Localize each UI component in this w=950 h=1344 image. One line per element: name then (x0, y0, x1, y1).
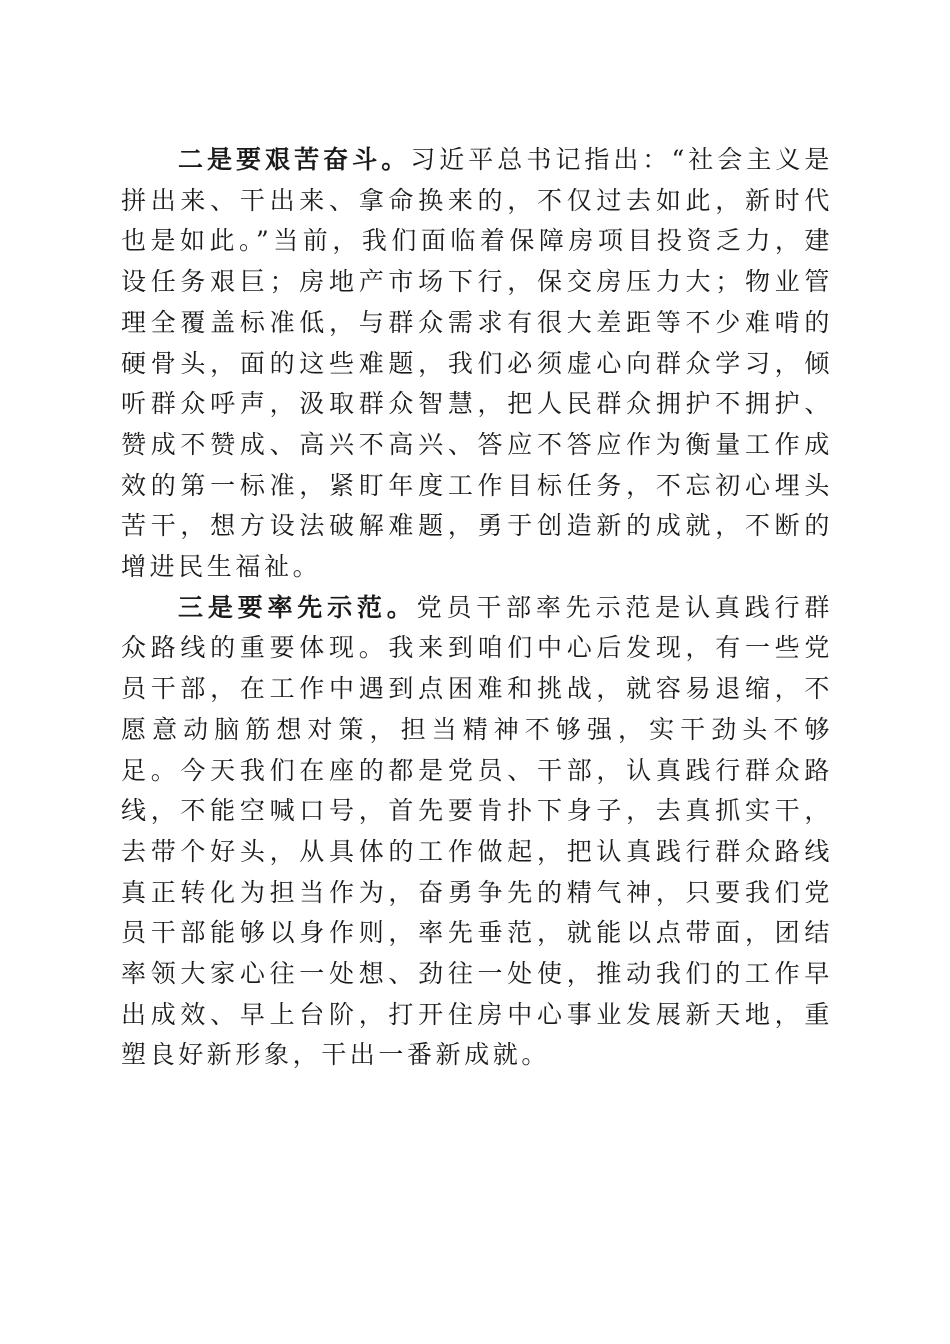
paragraph-lead: 二是要艰苦奋斗。 (178, 145, 411, 174)
paragraph-hard-work (121, 140, 833, 588)
paragraph-lead: 三是要率先示范。 (178, 592, 417, 622)
paragraph-lead-by-example (121, 588, 833, 1076)
paragraph-body: 党员干部率先示范是认真践行群众路线的重要体现。我来到咱们中心后发现，有一些党员干部，在工作中遇到点困难和挑战，就容易退缩，不愿意动脑筋想对策，担当精神不够强，实干劲头不够足。今天我们在座的都是党员、干部，认真践行群众路线，不能空喊口号，首先要肯扑下身子，去真抓实干，去带个好头，从具体的工作做起，把认真践行群众路线真正转化为担当作为，奋勇争先的精气神，只要我们党员干部能够以身作则，率先垂范，就能以点带面，团结率领大家心往一处想、劲往一处使，推动我们的工作早出成效、早上台阶，打开住房中心事业发展新天地，重塑良好新形象，干出一番新成就。 (121, 592, 833, 1070)
document-page (121, 140, 833, 1076)
paragraph-body: 习近平总书记指出：“社会主义是拼出来、干出来、拿命换来的，不仅过去如此，新时代也是如此。”当前，我们面临着保障房项目投资乏力，建设任务艰巨；房地产市场下行，保交房压力大；物业管理全覆盖标准低，与群众需求有很大差距等不少难啃的硬骨头，面的这些难题，我们必须虚心向群众学习，倾听群众呼声，汲取群众智慧，把人民群众拥护不拥护、赞成不赞成、高兴不高兴、答应不答应作为衡量工作成效的第一标准，紧盯年度工作目标任务，不忘初心埋头苦干，想方设法破解难题，勇于创造新的成就，不断的增进民生福祉。 (121, 145, 833, 582)
